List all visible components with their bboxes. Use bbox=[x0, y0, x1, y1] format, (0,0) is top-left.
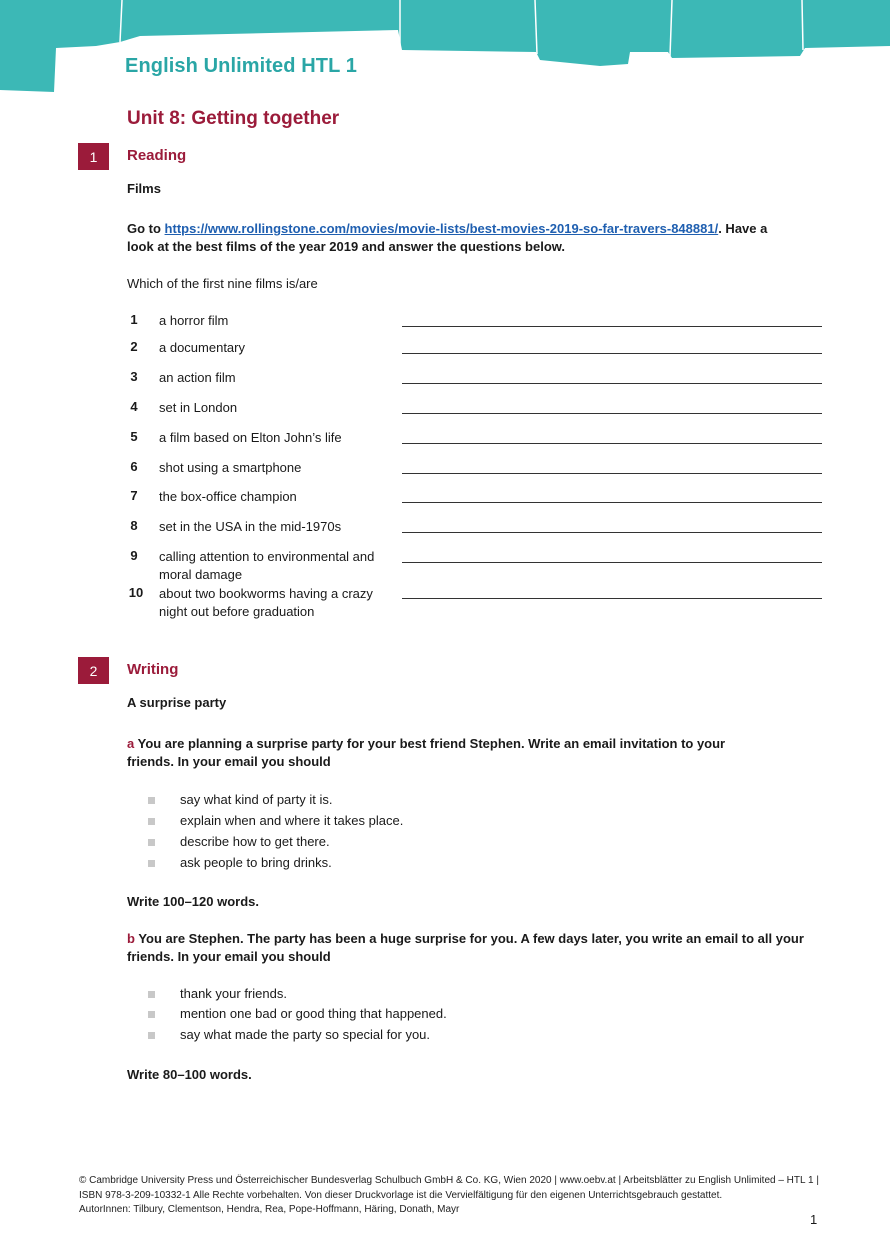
task-b-text: You are Stephen. The party has been a huge surprise for you. A few days later, you write an email to all your friends. In your email you should bbox=[127, 931, 804, 964]
question-number: 10 bbox=[128, 585, 144, 600]
bullet-item: ask people to bring drinks. bbox=[148, 854, 332, 872]
section-subheading: A surprise party bbox=[127, 695, 227, 710]
bullet-item: thank your friends. bbox=[148, 985, 287, 1003]
task-b-word-count: Write 80–100 words. bbox=[127, 1067, 252, 1082]
question-text: a film based on Elton John’s life bbox=[159, 430, 342, 445]
instruction-suffix: . Have a look at the best films of the year 2019 and answer the questions below. bbox=[127, 221, 768, 254]
answer-line[interactable] bbox=[402, 326, 822, 327]
section-number-badge: 2 bbox=[78, 657, 109, 684]
task-a-text: You are planning a surprise party for your best friend Stephen. Write an email invitation to your friends. In your email you should bbox=[127, 736, 726, 769]
question-number: 3 bbox=[130, 369, 138, 384]
footer-authors: AutorInnen: Tilbury, Clementson, Hendra, Rea, Pope-Hoffmann, Häring, Donath, Mayr bbox=[79, 1204, 460, 1215]
task-a-instruction bbox=[127, 735, 747, 771]
instruction-paragraph bbox=[127, 220, 797, 256]
question-number: 6 bbox=[130, 459, 138, 474]
square-bullet-icon bbox=[148, 1011, 155, 1018]
bullet-item: mention one bad or good thing that happened. bbox=[148, 1005, 447, 1023]
question-number: 7 bbox=[130, 488, 138, 503]
answer-line[interactable] bbox=[402, 443, 822, 444]
unit-title: Unit 8: Getting together bbox=[127, 108, 340, 129]
task-b-instruction bbox=[127, 930, 817, 966]
question-number: 9 bbox=[130, 548, 138, 563]
question-number: 2 bbox=[130, 339, 138, 354]
instruction-prefix: Go to bbox=[127, 221, 165, 236]
question-number: 5 bbox=[130, 429, 138, 444]
task-a-word-count: Write 100–120 words. bbox=[127, 894, 259, 909]
bullet-item: say what kind of party it is. bbox=[148, 791, 332, 809]
brand-title: English Unlimited HTL 1 bbox=[125, 55, 357, 77]
answer-line[interactable] bbox=[402, 502, 822, 503]
section-number-badge: 1 bbox=[78, 143, 109, 170]
answer-line[interactable] bbox=[402, 413, 822, 414]
question-text: a horror film bbox=[159, 313, 229, 328]
task-b-letter: b bbox=[127, 931, 135, 946]
question-number: 8 bbox=[130, 518, 138, 533]
section-subheading: Films bbox=[127, 181, 161, 196]
section-heading-reading: Reading bbox=[127, 147, 187, 164]
square-bullet-icon bbox=[148, 818, 155, 825]
answer-line[interactable] bbox=[402, 383, 822, 384]
bullet-item: describe how to get there. bbox=[148, 833, 330, 851]
question-prompt: Which of the first nine films is/are bbox=[127, 276, 318, 291]
footer bbox=[79, 1174, 819, 1218]
square-bullet-icon bbox=[148, 991, 155, 998]
question-text: set in the USA in the mid-1970s bbox=[159, 519, 342, 534]
section-heading-writing: Writing bbox=[127, 661, 179, 678]
question-number: 4 bbox=[130, 399, 138, 414]
question-text: an action film bbox=[159, 370, 236, 385]
question-text: the box-office champion bbox=[159, 489, 297, 504]
bullet-item: say what made the party so special for you. bbox=[148, 1026, 430, 1044]
square-bullet-icon bbox=[148, 860, 155, 867]
bullet-item: explain when and where it takes place. bbox=[148, 812, 403, 830]
question-text: shot using a smartphone bbox=[159, 460, 302, 475]
answer-line[interactable] bbox=[402, 473, 822, 474]
question-text: set in London bbox=[159, 400, 238, 415]
answer-line[interactable] bbox=[402, 353, 822, 354]
answer-line[interactable] bbox=[402, 562, 822, 563]
question-text: about two bookworms having a crazy night out before graduation bbox=[159, 586, 373, 619]
square-bullet-icon bbox=[148, 839, 155, 846]
header-banner bbox=[0, 0, 890, 92]
answer-line[interactable] bbox=[402, 532, 822, 533]
square-bullet-icon bbox=[148, 797, 155, 804]
rollingstone-link[interactable]: https://www.rollingstone.com/movies/movie-lists/best-movies-2019-so-far-travers-848881/ bbox=[164, 221, 719, 236]
question-number: 1 bbox=[130, 312, 138, 327]
question-text: a documentary bbox=[159, 340, 245, 355]
footer-copyright: © Cambridge University Press und Österreichischer Bundesverlag Schulbuch GmbH & Co. KG, Wien 2020 | www.oebv.at | Arbeitsblätter zu English Unlimited – HTL 1 | ISBN 978-3-209-10332-1 Alle Rechte vorbehalten. Von dieser Druckvorlage ist die Vervielfältigung für den eigenen Unterrichtsgebrauch gestattet. bbox=[79, 1175, 819, 1201]
square-bullet-icon bbox=[148, 1032, 155, 1039]
task-a-letter: a bbox=[127, 736, 135, 751]
answer-line[interactable] bbox=[402, 598, 822, 599]
question-text: calling attention to environmental and moral damage bbox=[159, 549, 375, 582]
page-number: 1 bbox=[810, 1212, 818, 1227]
